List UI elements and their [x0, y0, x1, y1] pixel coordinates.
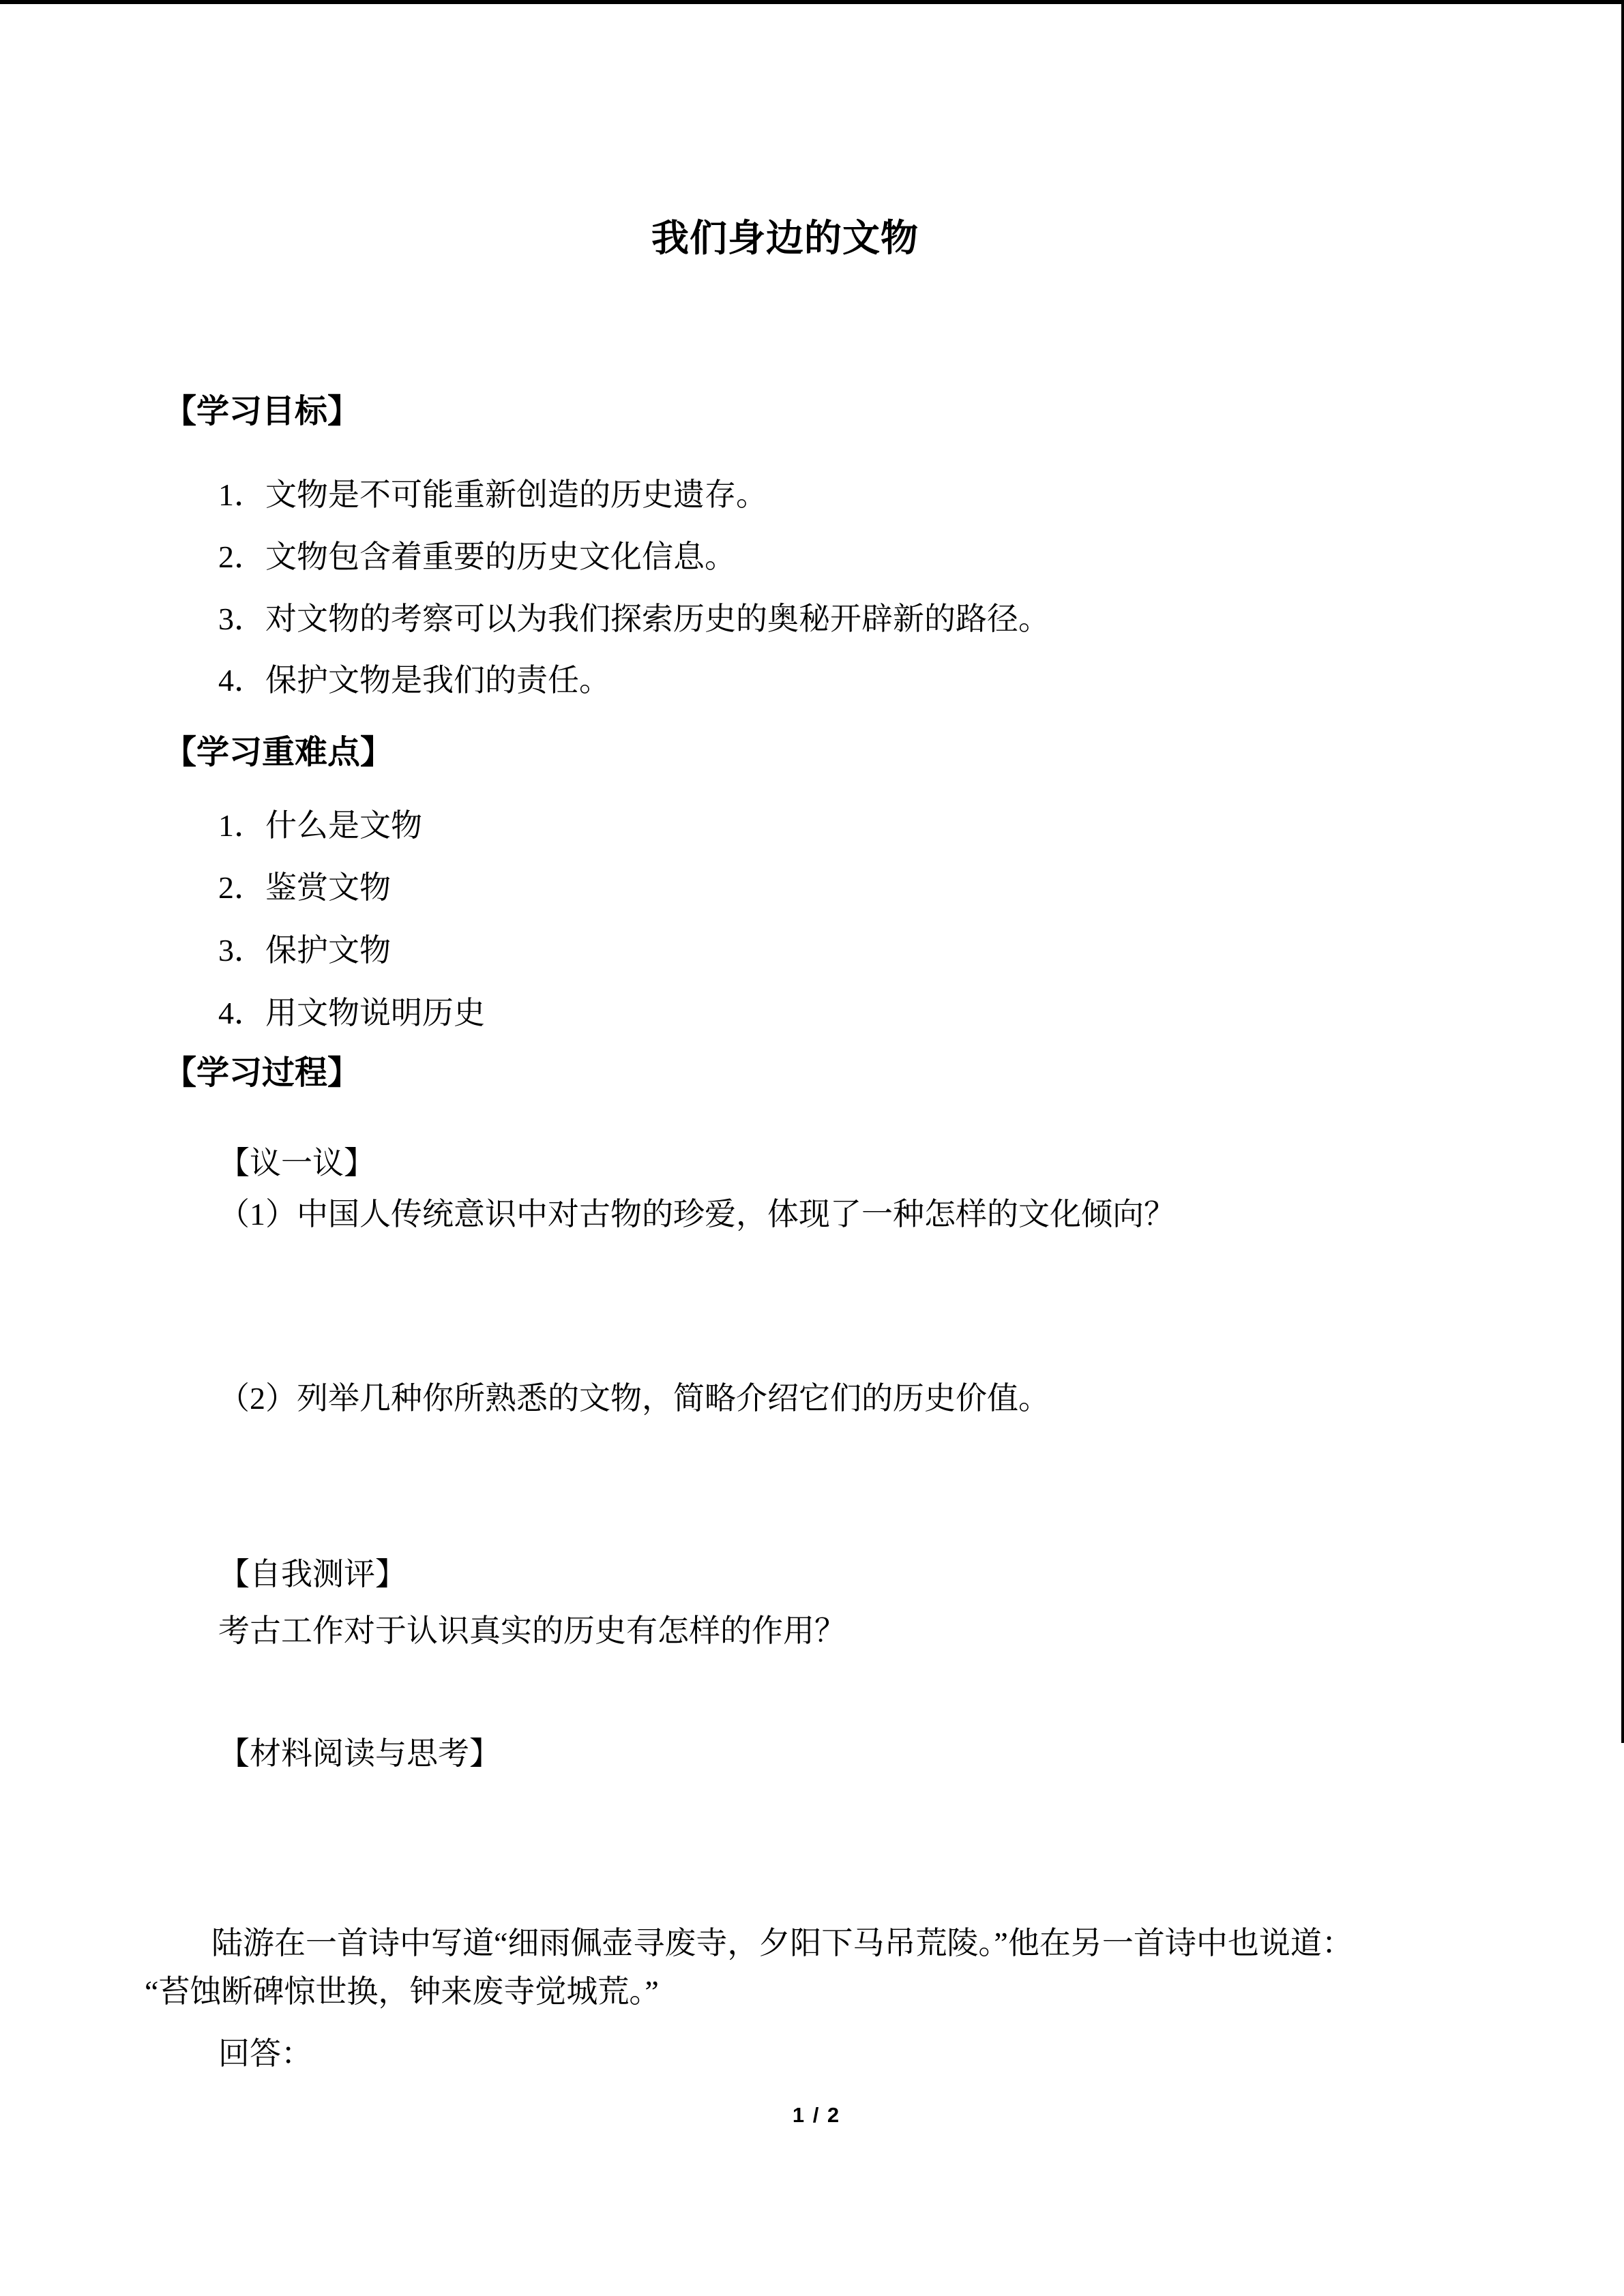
objective-item-2: 2．文物包含着重要的历史文化信息。 [218, 539, 736, 574]
page-top-border [0, 0, 1624, 4]
key-point-item-3: 3．保护文物 [218, 933, 391, 968]
discussion-question-2: （2）列举几种你所熟悉的文物，简略介绍它们的历史价值。 [218, 1381, 1050, 1416]
page-number: 1 / 2 [792, 2103, 841, 2127]
self-test-question: 考古工作对于认识真实的历史有怎样的作用？ [218, 1613, 846, 1648]
key-point-item-1: 1．什么是文物 [218, 808, 422, 843]
answer-label: 回答： [218, 2036, 312, 2071]
material-quote-line: “苔蚀断碑惊世换，钟来废寺觉城荒。” [145, 1974, 659, 2009]
page-title: 我们身边的文物 [651, 218, 919, 259]
discussion-question-1: （1）中国人传统意识中对古物的珍爱，体现了一种怎样的文化倾向？ [218, 1197, 1175, 1232]
objective-item-1: 1．文物是不可能重新创造的历史遗存。 [218, 477, 767, 512]
section-heading-key-points: 【学习重难点】 [164, 734, 394, 771]
objective-item-4: 4．保护文物是我们的责任。 [218, 663, 610, 698]
section-heading-process: 【学习过程】 [164, 1055, 361, 1091]
key-point-item-2: 2．鉴赏文物 [218, 870, 391, 905]
section-heading-objectives: 【学习目标】 [164, 393, 361, 430]
material-paragraph-line-1: 陆游在一首诗中写道“细雨佩壶寻废寺，夕阳下马吊荒陵。”他在另一首诗中也说道： [211, 1926, 1353, 1960]
subsection-heading-self-test: 【自我测评】 [218, 1557, 407, 1592]
subsection-heading-discussion: 【议一议】 [218, 1146, 375, 1180]
objective-item-3: 3．对文物的考察可以为我们探索历史的奥秘开辟新的路径。 [218, 601, 1050, 636]
page-right-border [1621, 0, 1624, 1743]
subsection-heading-material: 【材料阅读与思考】 [218, 1736, 501, 1771]
key-point-item-4: 4．用文物说明历史 [218, 996, 485, 1030]
